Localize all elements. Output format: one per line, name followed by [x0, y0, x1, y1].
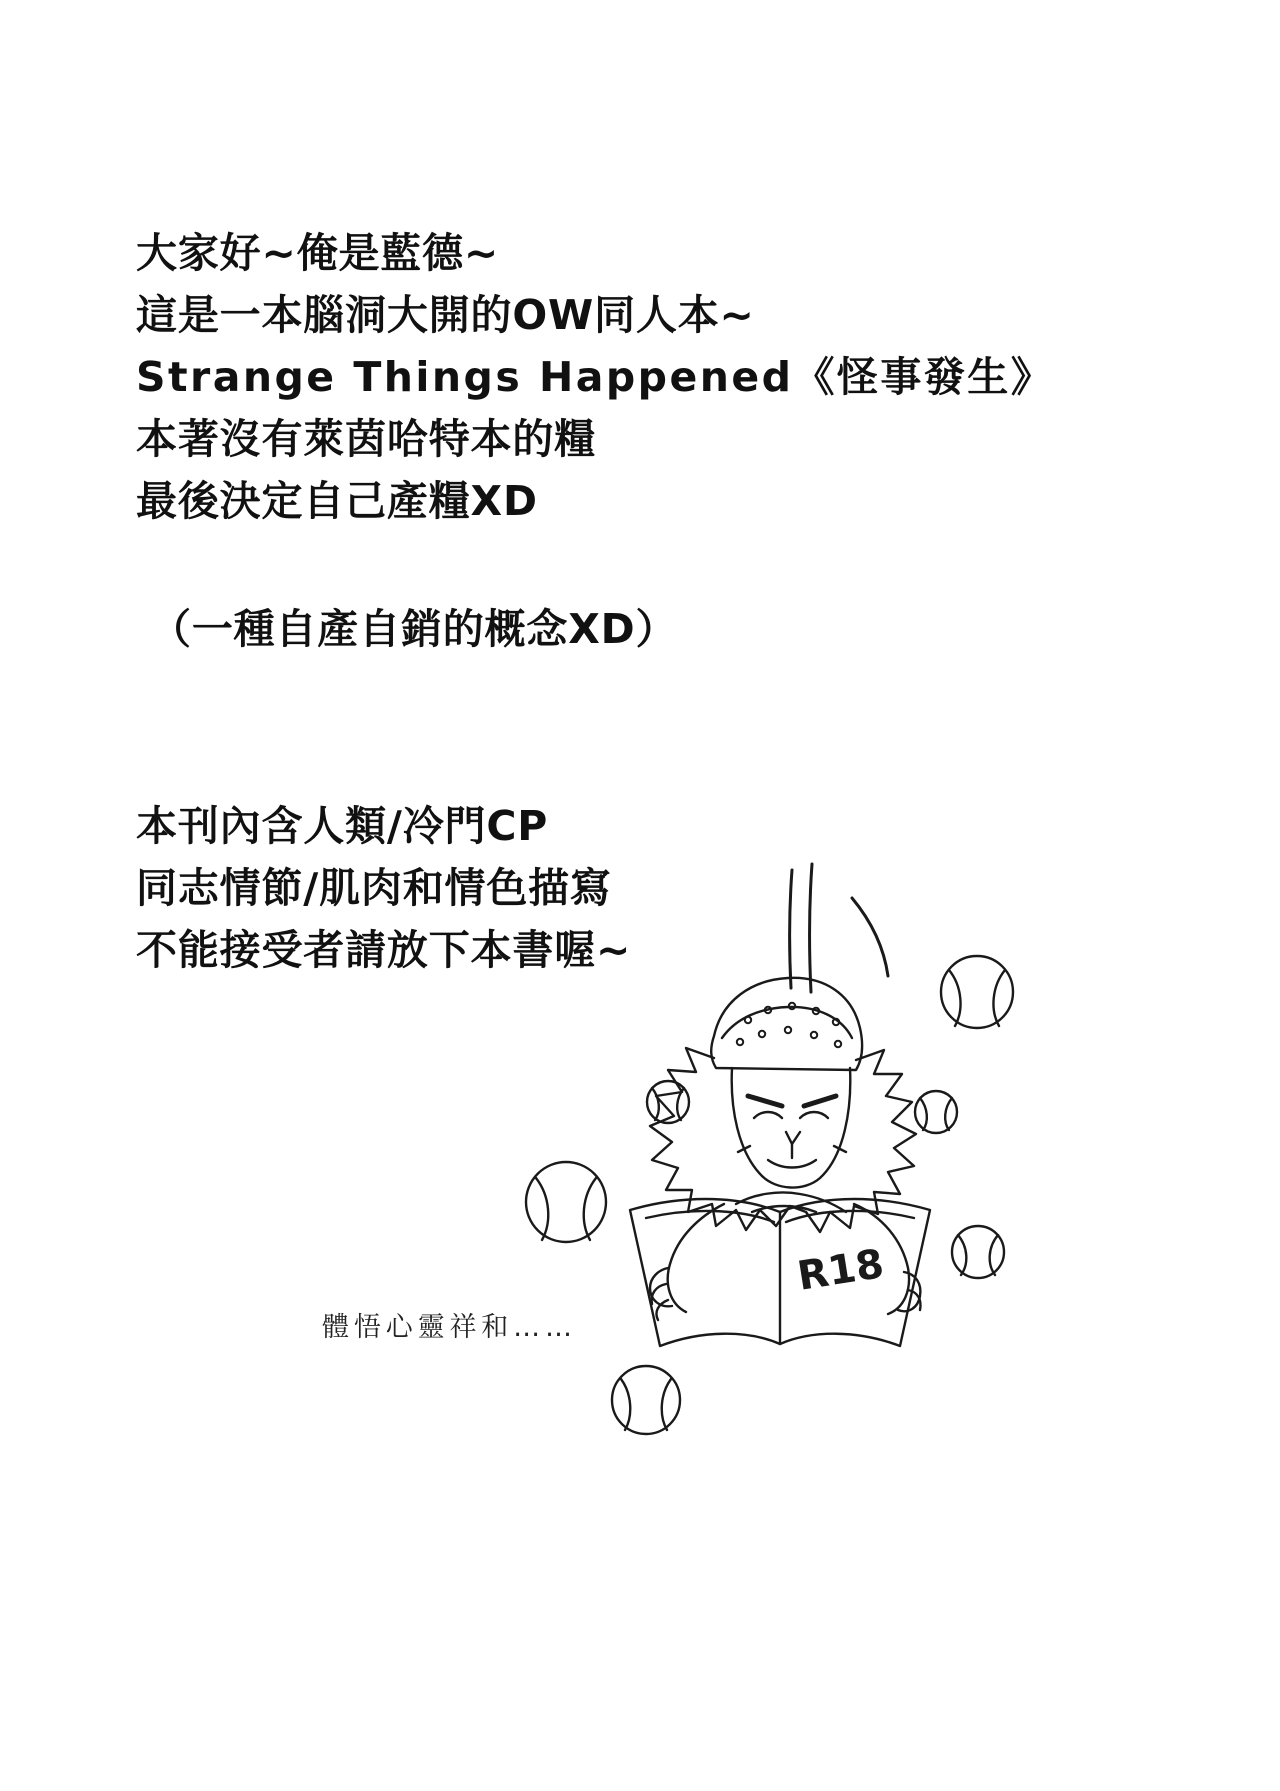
intro-line-1: 大家好~俺是藍德~: [136, 229, 500, 277]
book-label-text: R18: [794, 1240, 887, 1300]
concept-line: （一種自產自銷的概念XD）: [150, 605, 678, 653]
lion-face: [732, 1068, 851, 1188]
concept-text-block: [150, 598, 677, 660]
warning-line-1: 本刊內含人類/冷門CP: [136, 802, 549, 850]
intro-line-4: 本著沒有萊茵哈特本的糧: [136, 415, 597, 463]
intro-line-3: Strange Things Happened《怪事發生》: [136, 353, 1055, 401]
warning-line-3: 不能接受者請放下本書喔~: [136, 926, 632, 974]
intro-text-block: [136, 222, 1054, 532]
intro-line-2: 這是一本腦洞大開的OW同人本~: [136, 291, 755, 339]
intro-line-5: 最後決定自己產糧XD: [136, 477, 538, 525]
lion-reading-illustration: [500, 860, 1060, 1460]
illustration-caption: 體悟心靈祥和……: [322, 1312, 577, 1343]
floating-orbs: [526, 956, 1013, 1434]
warning-line-2: 同志情節/肌肉和情色描寫: [136, 864, 612, 912]
book-label: [794, 1241, 887, 1300]
open-book: [630, 1199, 930, 1346]
mane: [650, 1048, 916, 1232]
helmet: [711, 978, 862, 1070]
steam-lines: [790, 864, 888, 992]
